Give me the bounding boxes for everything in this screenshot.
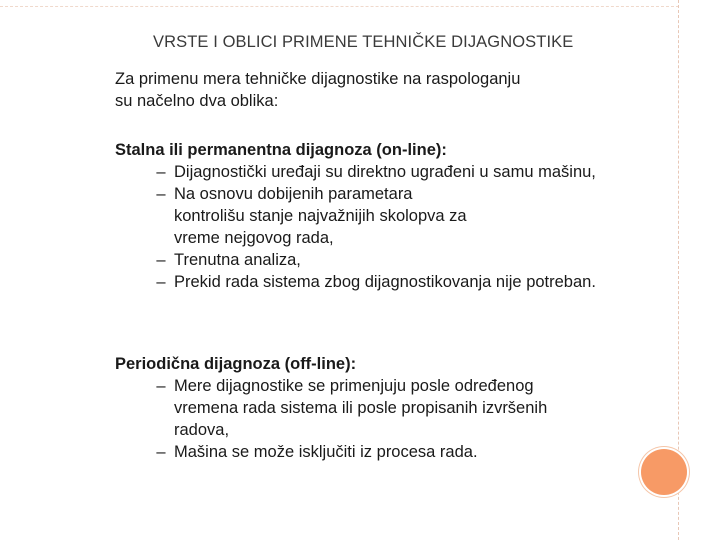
decorative-circle xyxy=(641,449,687,495)
section-heading-online: Stalna ili permanentna dijagnoza (on-line): xyxy=(115,141,447,159)
slide-title: VRSTE I OBLICI PRIMENE TEHNIČKE DIJAGNOSTIKE xyxy=(153,33,574,51)
list-item-text: Prekid rada sistema zbog dijagnostikovanja nije potreban. xyxy=(174,273,596,291)
list-item-text: Mašina se može isključiti iz procesa rada. xyxy=(174,443,478,461)
list-item-text: Trenutna analiza, xyxy=(174,251,301,269)
bullet-list-offline xyxy=(115,375,635,463)
section-heading-offline: Periodična dijagnoza (off-line): xyxy=(115,355,357,373)
decorative-frame-top xyxy=(0,6,679,8)
list-item xyxy=(115,271,644,293)
section-online xyxy=(115,139,635,293)
dash-bullet: – xyxy=(156,377,166,395)
list-item-text: Na osnovu dobijenih parametara kontrolišu stanje najvažnijih skolopva za vreme nejgovog rada, xyxy=(174,185,467,247)
list-item xyxy=(115,249,635,271)
list-item xyxy=(115,183,479,249)
dash-bullet: – xyxy=(156,251,166,269)
list-item xyxy=(115,161,604,183)
section-offline xyxy=(115,353,635,463)
list-item xyxy=(115,441,635,463)
dash-bullet: – xyxy=(156,273,166,291)
intro-text: Za primenu mera tehničke dijagnostike na raspologanju su načelno dva oblika: xyxy=(115,70,521,110)
dash-bullet: – xyxy=(156,163,166,181)
dash-bullet: – xyxy=(156,443,166,461)
list-item-text: Dijagnostički uređaji su direktno ugrađeni u samu mašinu, xyxy=(174,163,596,181)
bullet-list-online xyxy=(115,161,635,293)
list-item xyxy=(115,375,584,441)
dash-bullet: – xyxy=(156,185,166,203)
list-item-text: Mere dijagnostike se primenjuju posle određenog vremena rada sistema ili posle propisanih izvršenih radova, xyxy=(174,377,548,439)
